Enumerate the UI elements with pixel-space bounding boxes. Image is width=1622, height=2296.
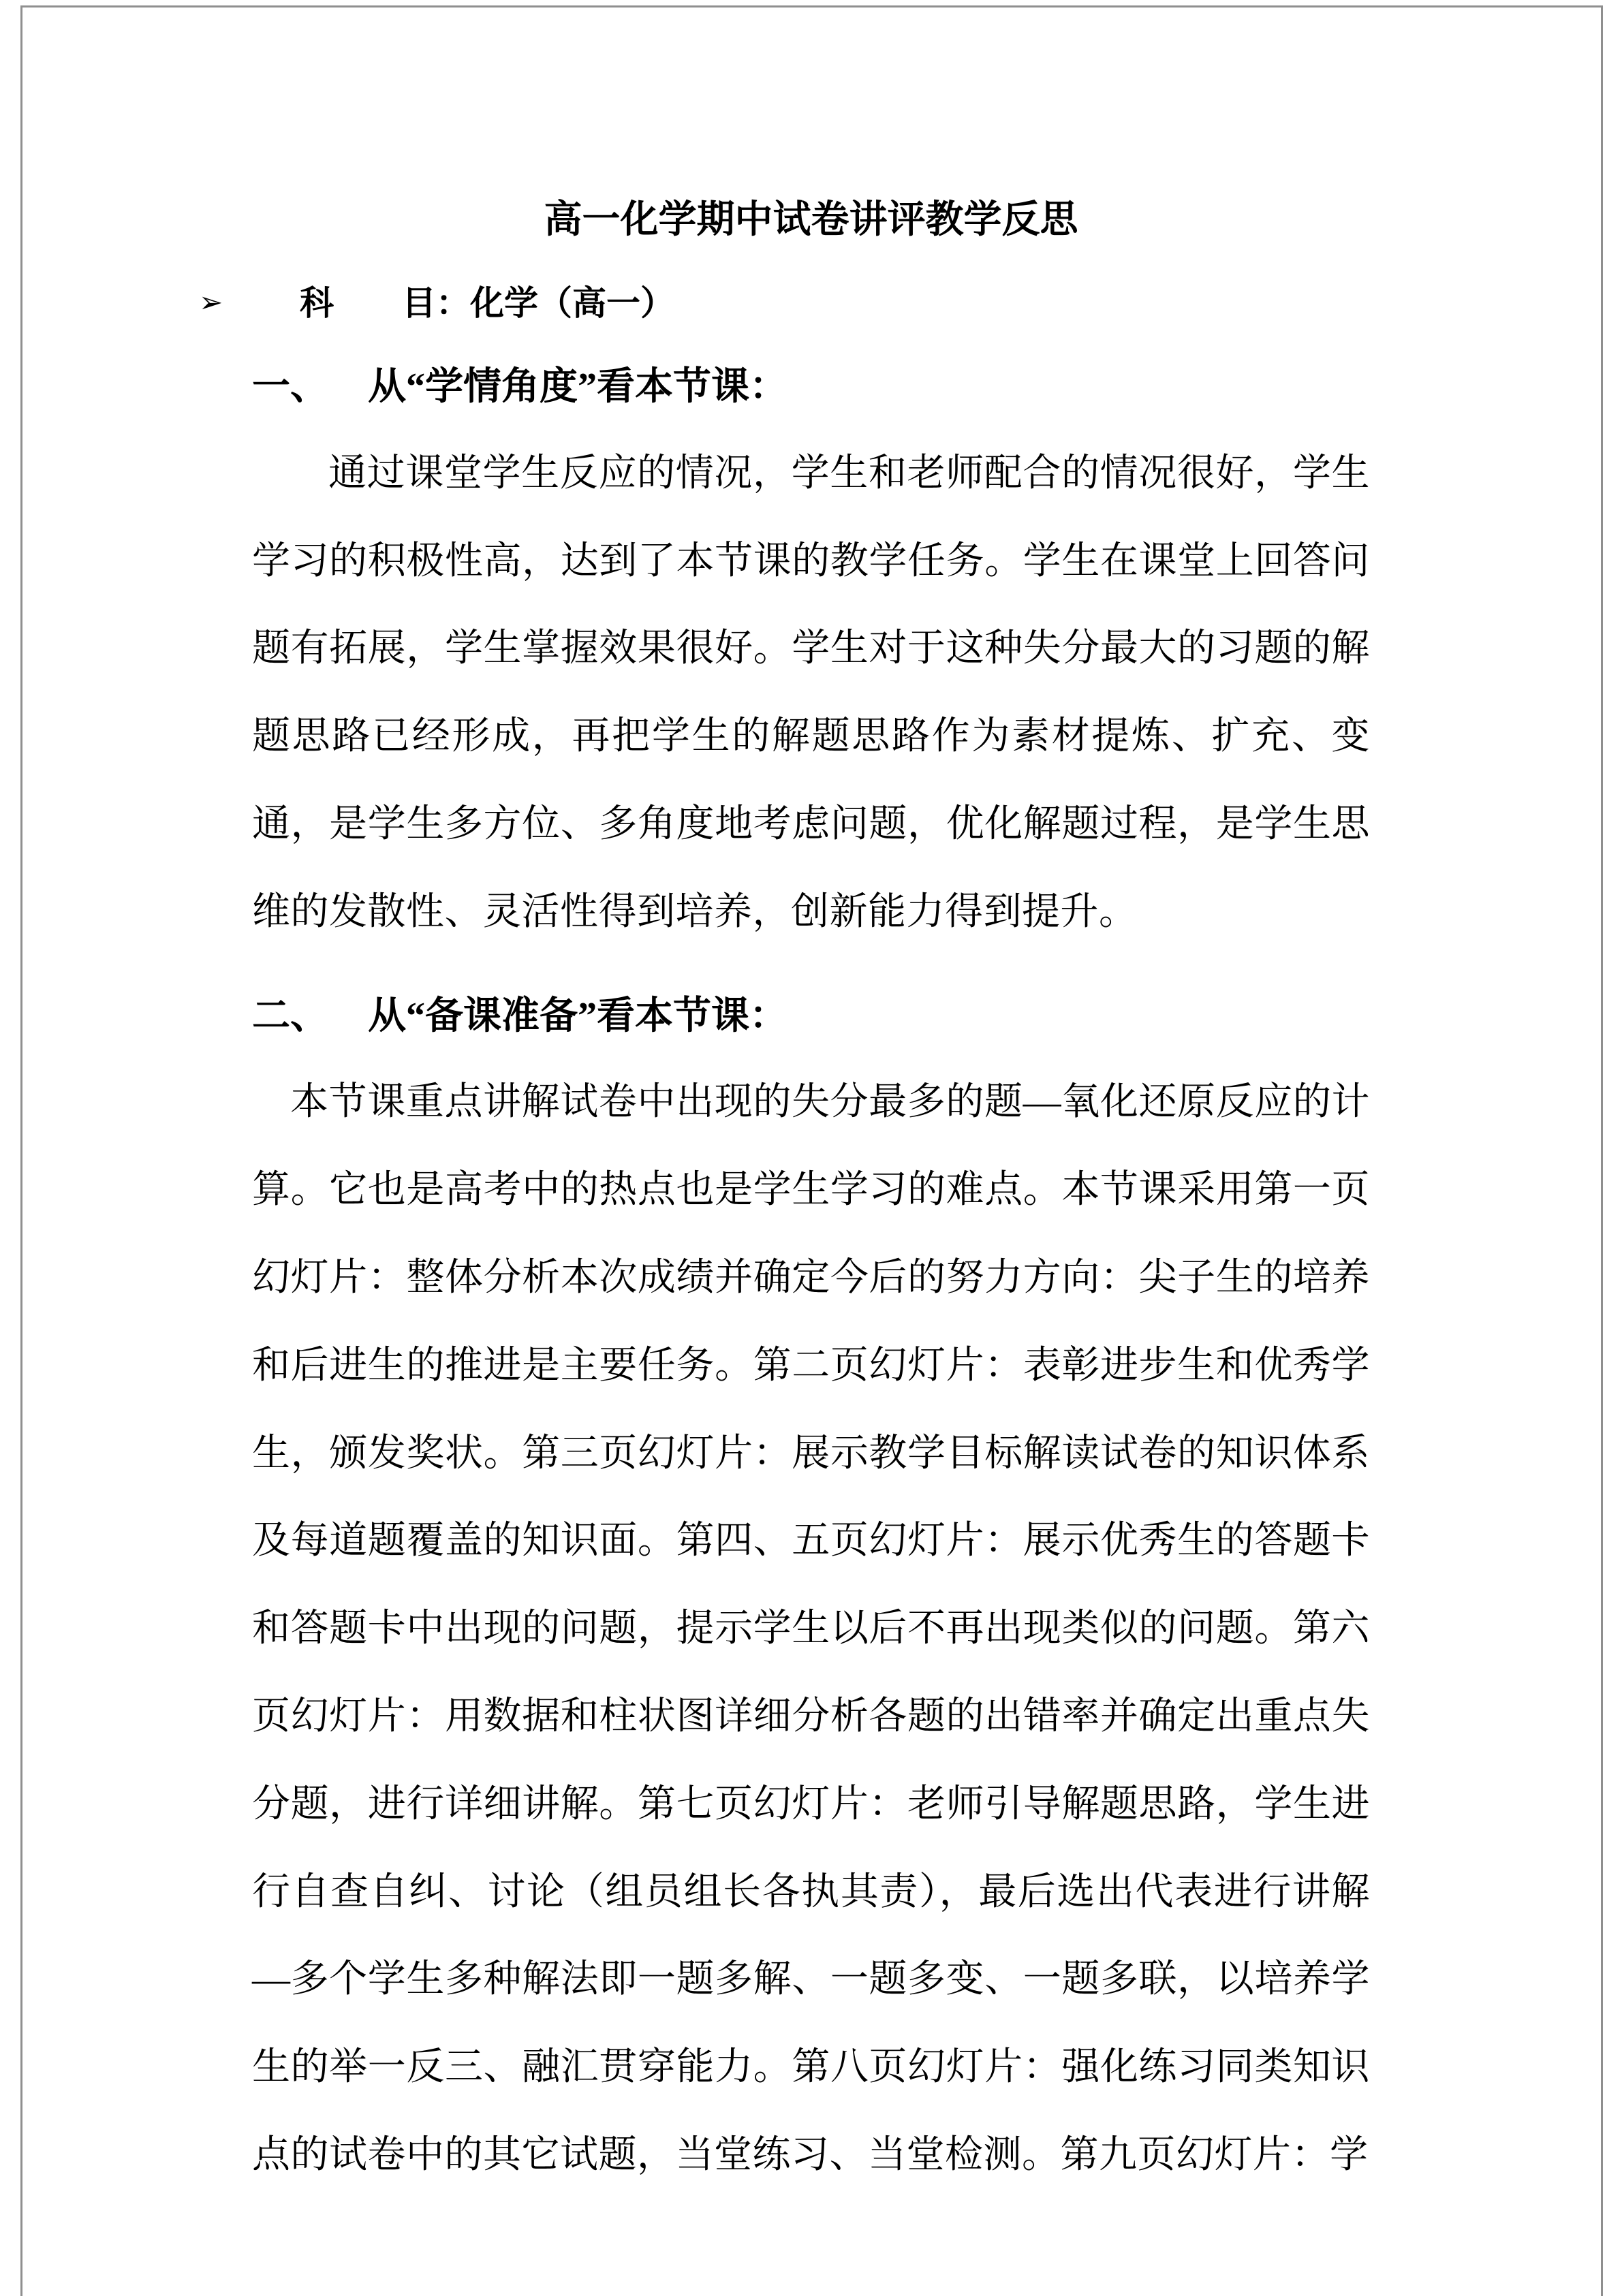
section-1-heading (252, 362, 1370, 412)
subject-label: 科 目：化学（高一） (300, 284, 674, 322)
section-2-body: 本节课重点讲解试卷中出现的失分最多的题—氧化还原反应的计算。它也是高考中的热点也是学生学习的难点。本节课采用第一页幻灯片：整体分析本次成绩并确定今后的努力方向：尖子生的培养和后进生的推进是主要任务。第二页幻灯片：表彰进步生和优秀学生，颁发奖状。第三页幻灯片：展示教学目标解读试卷的知识体系及每道题覆盖的知识面。第四、五页幻灯片：展示优秀生的答题卡和答题卡中出现的问题，提示学生以后不再出现类似的问题。第六页幻灯片：用数据和柱状图详细分析各题的出错率并确定出重点失分题，进行详细讲解。第七页幻灯片：老师引导解题思路，学生进行自查自纠、讨论（组员组长各执其责），最后选出代表进行讲解—多个学生多种解法即一题多解、一题多变、一题多联，以培养学生的举一反三、融汇贯穿能力。第八页幻灯片：强化练习同类知识点的试卷中的其它试题，当堂练习、当堂检测。第九页幻灯片：学 (252, 1081, 1370, 2176)
document-content (199, 196, 1370, 2199)
section-2-number: 二、 (252, 994, 328, 1037)
section-1-number: 一、 (252, 366, 328, 408)
section-1-heading-text: 从“学情角度”看本节课： (368, 366, 787, 408)
section-2-heading (252, 992, 1370, 1041)
arrow-bullet-icon: ➢ (199, 287, 223, 319)
document-title: 高一化学期中试卷讲评教学反思 (544, 199, 1078, 241)
subject-line (199, 279, 1370, 327)
section-1-body: 通过课堂学生反应的情况，学生和老师配合的情况很好，学生学习的积极性高，达到了本节课的教学任务。学生在课堂上回答问题有拓展，学生掌握效果很好。学生对于这种失分最大的习题的解题思路已经形成，再把学生的解题思路作为素材提炼、扩充、变通，是学生多方位、多角度地考虑问题，优化解题过程，是学生思维的发散性、灵活性得到培养，创新能力得到提升。 (252, 452, 1370, 933)
section-2-heading-text: 从“备课准备”看本节课： (368, 994, 787, 1037)
